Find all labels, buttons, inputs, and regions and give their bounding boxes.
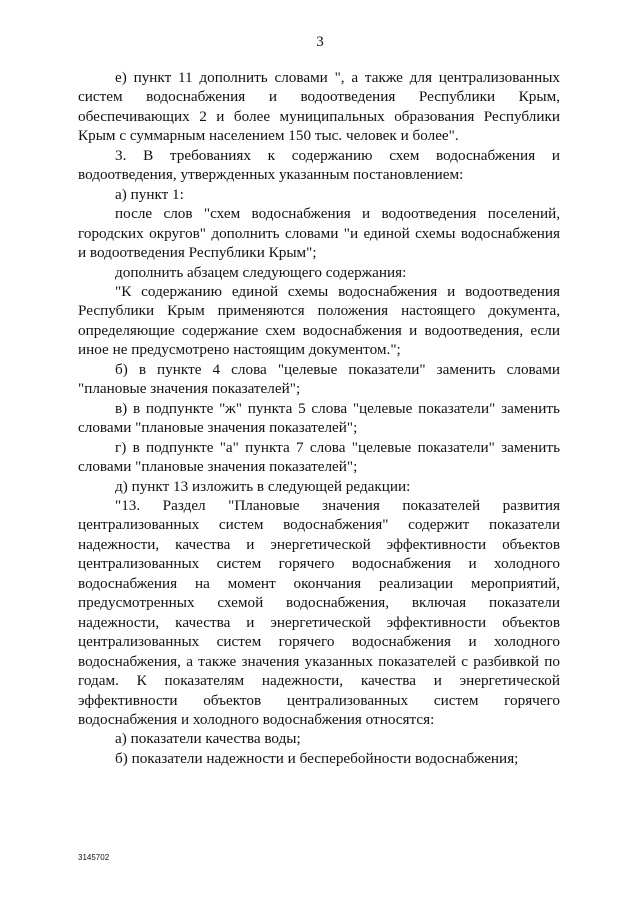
paragraph-after-words: после слов "схем водоснабжения и водоотведения поселений, городских округов" дополнить словами "и единой схемы водоснабжения и водоотведения Республики Крым"; [78,205,560,262]
paragraph-item-v: в) в подпункте "ж" пункта 5 слова "целевые показатели" заменить словами "плановые значения показателей"; [78,399,560,437]
paragraph-item-g: г) в подпункте "а" пункта 7 слова "целевые показатели" заменить словами "плановые значения показателей"; [78,438,560,476]
paragraph-item-a: а) пункт 1: [115,185,184,203]
paragraph-sub-a: а) показатели качества воды; [115,730,301,748]
paragraph-unified-scheme: "К содержанию единой схемы водоснабжения и водоотведения Республики Крым применяются положения настоящего документа, определяющие содержание схем водоснабжения и водоотведения, если иное не предусмотрено настоящим документом."; [78,282,560,359]
paragraph-item-d: д) пункт 13 изложить в следующей редакции: [115,477,411,495]
paragraph-add-clause: дополнить абзацем следующего содержания: [115,263,407,281]
paragraph-item-e: е) пункт 11 дополнить словами ", а также для централизованных систем водоснабжения и водоотведения Республики Крым, обеспечивающих 2 и более муниципальных образования Республики Крым с суммарным населением 150 тыс. человек и более". [78,69,560,145]
paragraph-section-3: 3. В требованиях к содержанию схем водоснабжения и водоотведения, утвержденных указанным постановлением: [78,146,560,184]
document-body [78,68,560,768]
paragraph-point-13: "13. Раздел "Плановые значения показателей развития централизованных систем водоснабжения" содержит показатели надежности, качества и энергетической эффективности объектов централизованных систем горячего водоснабжения и холодного водоснабжения на момент окончания реализации мероприятий, предусмотренных схемой водоснабжения, включая показатели надежности, качества и энергетической эффективности объектов централизованных систем горячего водоснабжения и холодного водоснабжения, а также значения указанных показателей с разбивкой по годам. К показателям надежности, качества и энергетической эффективности объектов централизованных систем горячего водоснабжения и холодного водоснабжения относятся: [78,496,560,728]
document-id: 3145702 [78,853,110,862]
page-number: 3 [316,34,324,50]
paragraph-item-b: б) в пункте 4 слова "целевые показатели" заменить словами "плановые значения показателей"; [78,360,560,398]
paragraph-sub-b: б) показатели надежности и бесперебойности водоснабжения; [115,749,519,767]
